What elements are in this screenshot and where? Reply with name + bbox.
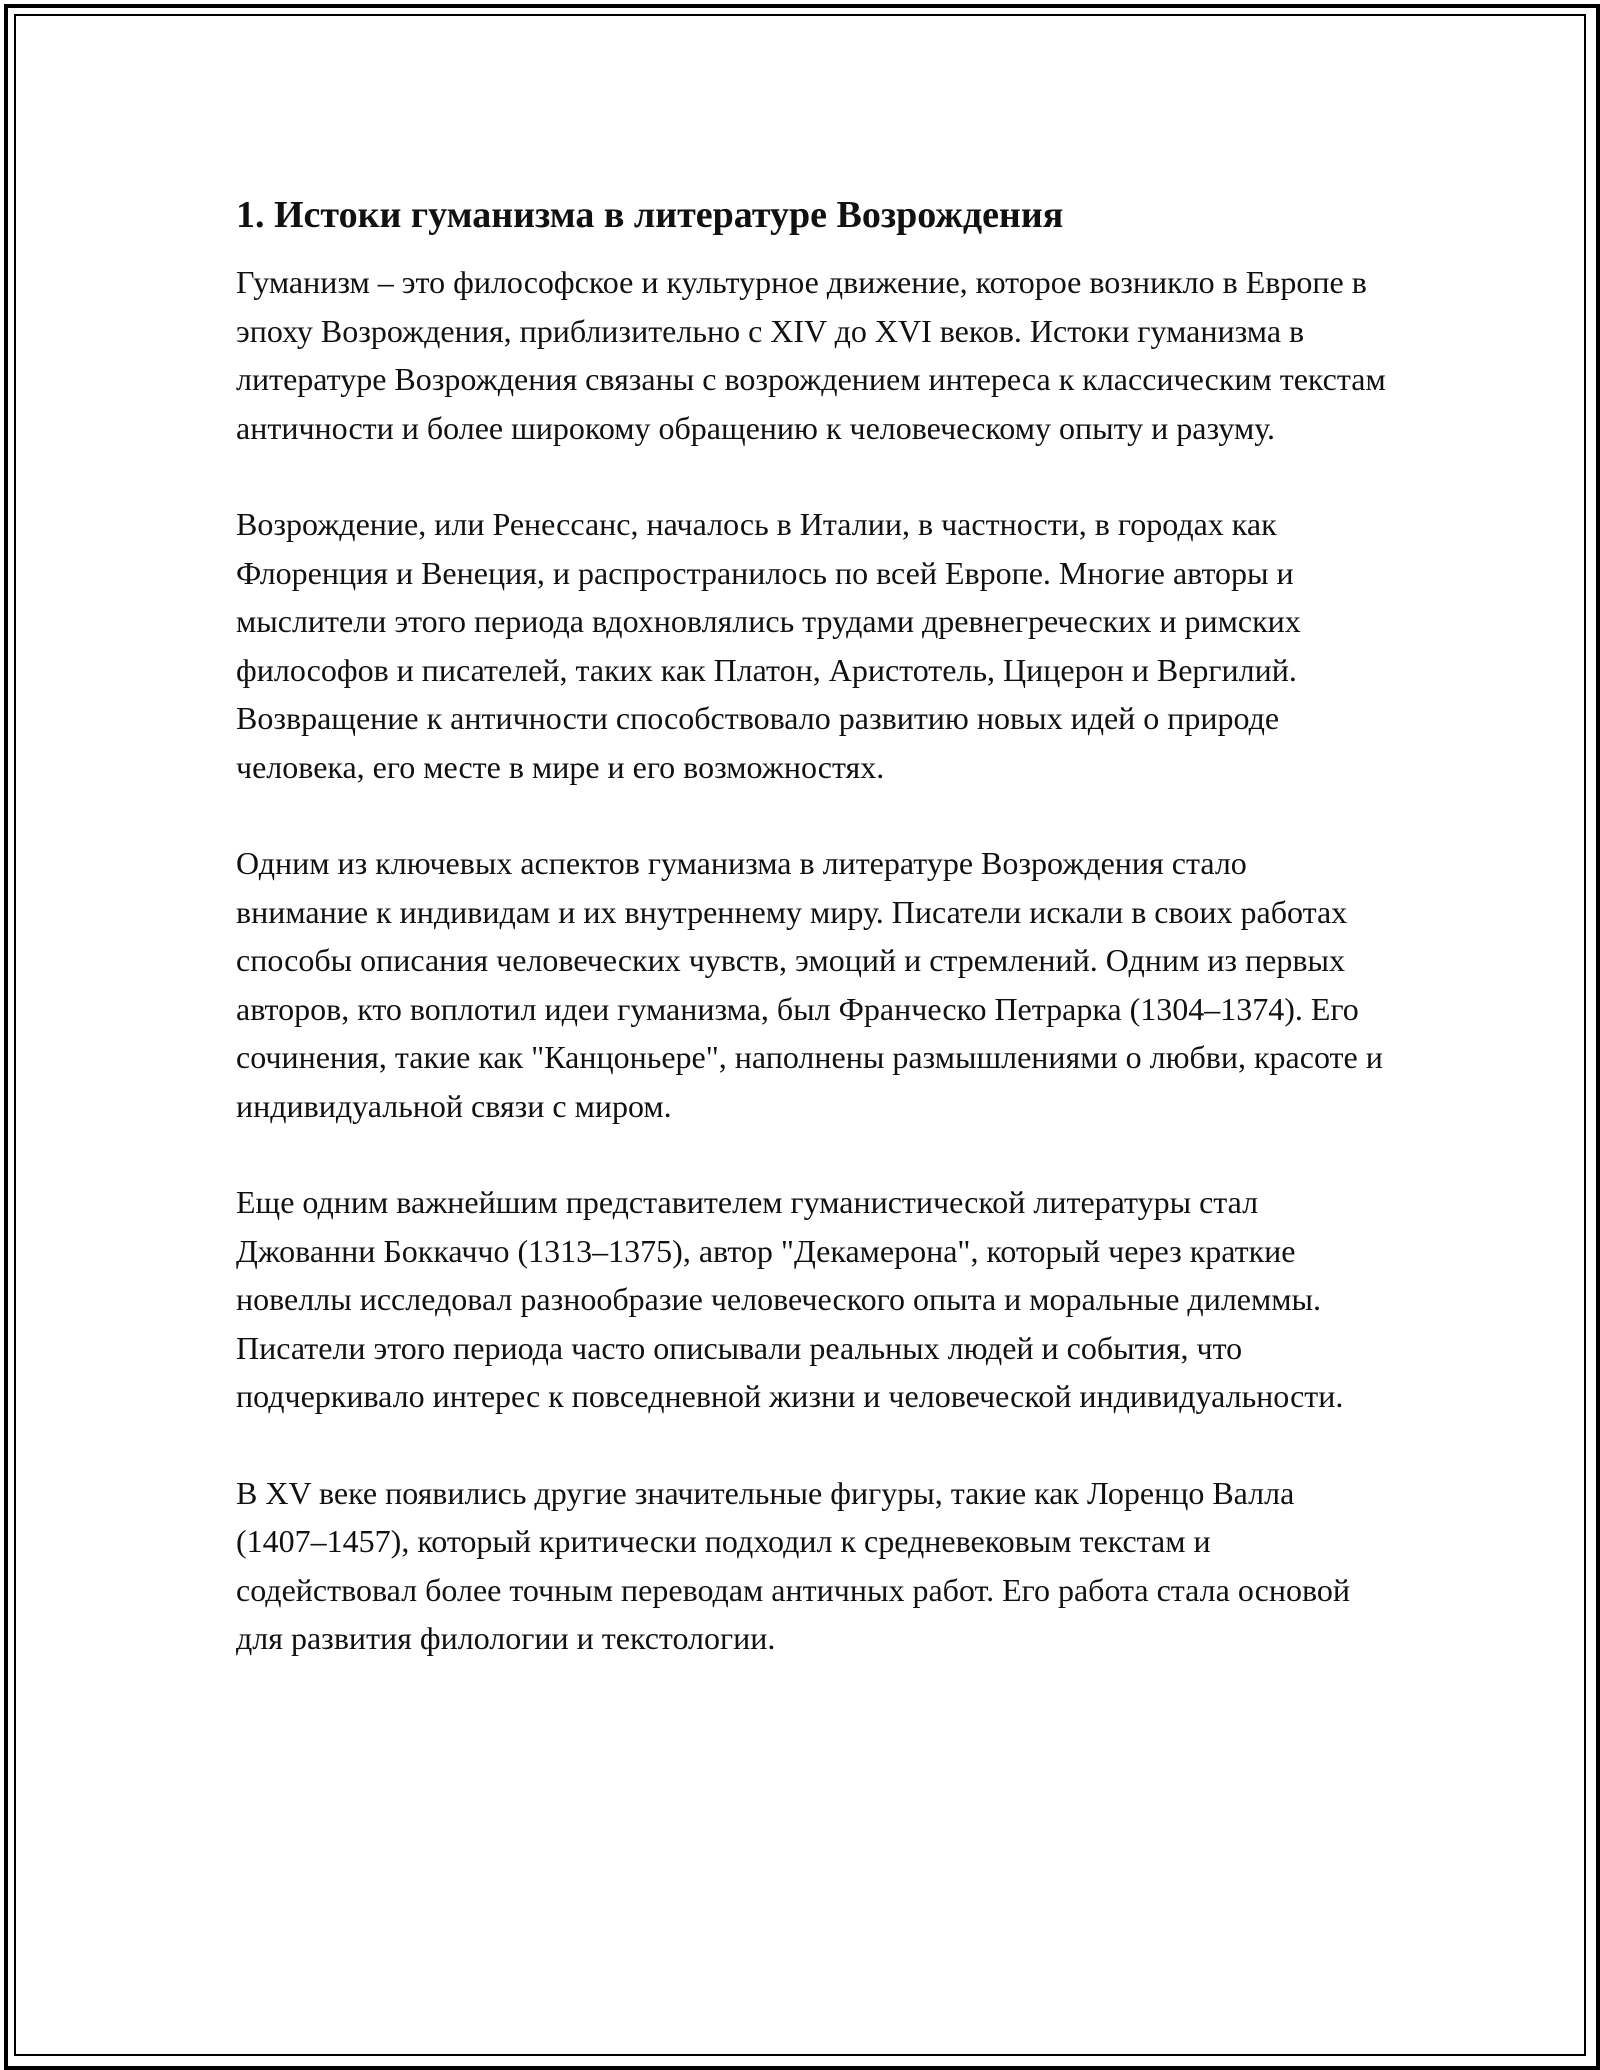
paragraph-3: Одним из ключевых аспектов гуманизма в литературе Возрождения стало внимание к индивидам и их внутреннему миру. Писатели искали в своих работах способы описания человеческих чувств, эмоций и стремлений. Одним из первых авторов, кто воплотил идеи гуманизма, был Франческо Петрарка (1304–1374). Его сочинения, такие как "Канцоньере", наполнены размышлениями о любви, красоте и индивидуальной связи с миром. xyxy=(236,845,1383,1124)
paragraph-1: Гуманизм – это философское и культурное движение, которое возникло в Европе в эпоху Возрождения, приблизительно с XIV до XVI веков. Истоки гуманизма в литературе Возрождения связаны с возрождением интереса к классическим текстам античности и более широкому обращению к человеческому опыту и разуму. xyxy=(236,264,1386,446)
paragraph-5: В XV веке появились другие значительные фигуры, такие как Лоренцо Валла (1407–1457), который критически подходил к средневековым текстам и содействовал более точным переводам античных работ. Его работа стала основой для развития филологии и текстологии. xyxy=(236,1474,1350,1656)
document-body xyxy=(236,190,1386,1711)
paragraph-2: Возрождение, или Ренессанс, началось в Италии, в частности, в городах как Флоренция и Венеция, и распространилось по всей Европе. Многие авторы и мыслители этого периода вдохновлялись трудами древнегреческих и римских философов и писателей, таких как Платон, Аристотель, Цицерон и Вергилий. Возвращение к античности способствовало развитию новых идей о природе человека, его месте в мире и его возможностях. xyxy=(236,506,1301,785)
section-heading: 1. Истоки гуманизма в литературе Возрождения xyxy=(236,194,1064,236)
paragraph-4: Еще одним важнейшим представителем гуманистической литературы стал Джованни Боккаччо (1313–1375), автор "Декамерона", который через краткие новеллы исследовал разнообразие человеческого опыта и моральные дилеммы. Писатели этого периода часто описывали реальных людей и события, что подчеркивало интерес к повседневной жизни и человеческой индивидуальности. xyxy=(236,1184,1344,1414)
